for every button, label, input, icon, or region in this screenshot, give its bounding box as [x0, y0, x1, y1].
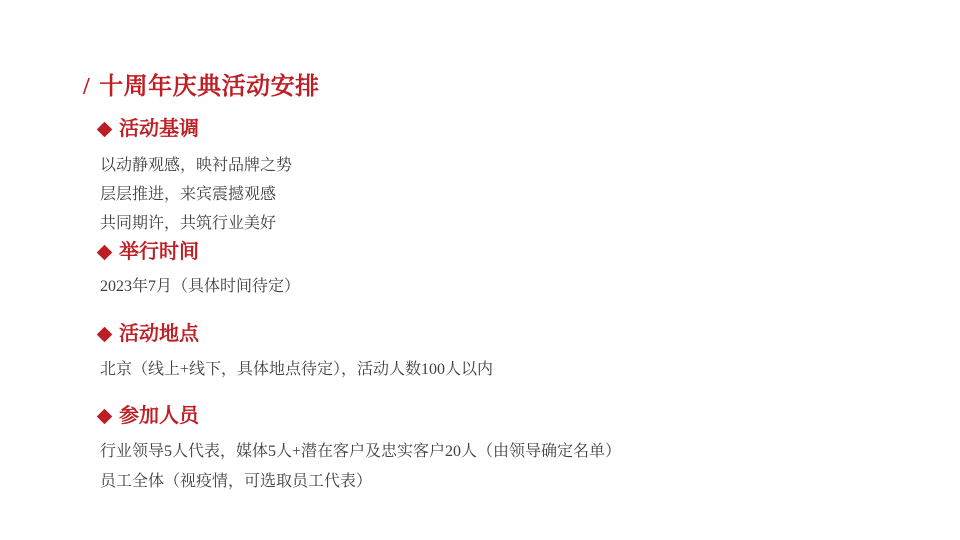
body-line: 共同期许，共筑行业美好 — [100, 215, 277, 232]
page-title — [83, 74, 320, 102]
section-heading-event-location — [99, 322, 199, 346]
section-heading-label: 活动地点 — [119, 323, 199, 345]
body-line: 员工全体（视疫情，可选取员工代表） — [100, 473, 373, 490]
diamond-bullet-icon — [97, 326, 113, 342]
section-heading-event-tone — [99, 117, 199, 141]
body-line: 层层推进，来宾震撼观感 — [100, 186, 277, 203]
section-body-participants — [100, 437, 621, 497]
body-line: 北京（线上+线下，具体地点待定），活动人数100人以内 — [100, 361, 494, 378]
diamond-bullet-icon — [97, 408, 113, 424]
diamond-bullet-icon — [97, 121, 113, 137]
section-body-event-tone — [100, 151, 292, 238]
body-line: 以动静观感，映衬品牌之势 — [100, 157, 293, 174]
section-heading-label: 参加人员 — [119, 405, 199, 427]
section-body-event-location — [100, 355, 493, 384]
title-text: 十周年庆典活动安排 — [99, 74, 320, 100]
body-line: 2023年7月（具体时间待定） — [100, 278, 301, 295]
section-heading-participants — [99, 404, 199, 428]
section-heading-event-time — [99, 240, 199, 264]
section-heading-label: 举行时间 — [119, 241, 199, 263]
diamond-bullet-icon — [97, 244, 113, 260]
body-line: 行业领导5人代表，媒体5人+潜在客户及忠实客户20人（由领导确定名单） — [100, 443, 622, 460]
section-heading-label: 活动基调 — [119, 118, 199, 140]
title-slash-mark: / — [83, 74, 91, 100]
section-body-event-time — [100, 272, 300, 301]
